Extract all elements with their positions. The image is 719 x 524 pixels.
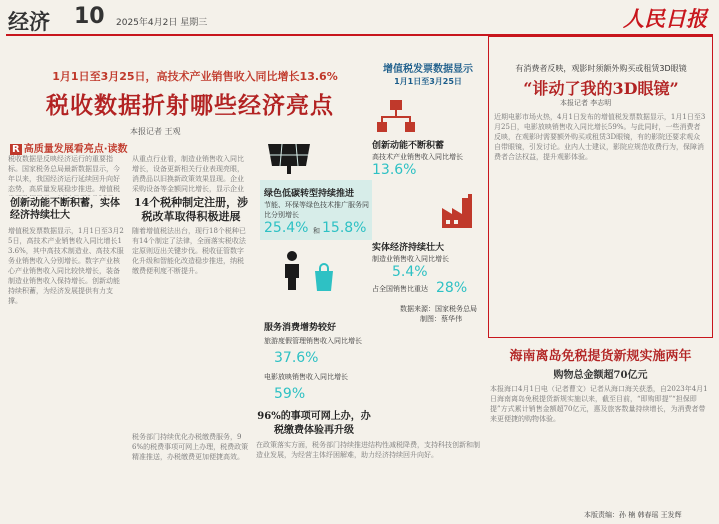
side-byline: 本报记者 李志明: [560, 99, 612, 107]
main-subhead-2: 14个税种制定注册，涉税改革取得积极进展: [133, 196, 249, 223]
info-designer: 制图：蔡华伟: [420, 315, 462, 323]
info-desc-real-economy-2: 占全国销售比重达: [372, 285, 428, 293]
main-col1-text2: 增值税发票数据显示，1月1日至3月25日，高技术产业销售收入同比增长13.6%，其中高技术制造业、高技术服务业销售收入分别增长。数字产业核心产业销售收入同比较快增长，装备制造业销售收入保持增长。创新动能持续积蓄，为经济发展提供有力支撑。: [8, 227, 124, 305]
main-headline: 税收数据折射哪些经济亮点: [46, 92, 334, 119]
main-subhead-1: 创新动能不断积蓄，实体经济持续壮大: [10, 198, 120, 221]
publish-date: 2025年4月2日 星期三: [116, 18, 208, 28]
info-desc-real-economy: 制造业销售收入同比增长: [372, 255, 449, 263]
side-headline: “诽动了我的3D眼镜”: [523, 79, 679, 98]
person-icon: [280, 250, 304, 290]
page-number: 10: [74, 4, 105, 29]
info-label-real-economy: 实体经济持续壮大: [372, 243, 445, 253]
info-source: 数据来源：国家税务总局: [400, 305, 477, 313]
side-story-text: 近期电影市场火热，4月1日发布的增值税发票数据显示，1月1日至3月25日，电影放映销售收入同比增长59%。与此同时，一些消费者反映，在观影时需要额外购买或租赁3D眼镜，有的影院还要求观众自带眼镜，引发讨论。业内人士建议，影院应规范收费行为，保障消费者合法权益，提升观影体验。: [494, 113, 706, 161]
infographic-title: [372, 64, 484, 88]
main-col2-text2: 随着增值税法出台，现行18个税种已有14个制定了法律，全面落实税收法定原则迈出关键步伐。税收征管数字化升级和智能化改造稳步推进，纳税缴费便利度不断提升。: [132, 227, 246, 275]
main-col3-text: 在政策落实方面，税务部门持续推进结构性减税降费，支持科技创新和制造业发展，为经营主体纾困解难，助力经济持续回升向好。: [256, 441, 480, 459]
info-value-innovation: 13.6%: [372, 162, 417, 178]
bottom-story-text: 本报海口4月1日电（记者曹文）记者从海口海关获悉，自2023年4月1日海南离岛免税提货新规实施以来，截至目前，“即购即提”“担保即提”方式累计销售金额超70亿元，惠及旅客数量持续增长，为消费者带来更便捷的购物体验。: [490, 385, 708, 423]
section-name: 经济: [8, 10, 50, 34]
bottom-subhead: 购物总金额超70亿元: [553, 370, 648, 381]
factory-icon: [440, 190, 480, 230]
main-kicker: 1月1日至3月25日，高技术产业销售收入同比增长13.6%: [52, 70, 338, 83]
info-connector-green: 和: [313, 227, 320, 235]
network-icon: [375, 98, 417, 136]
badge-text: 高质量发展看亮点·读数: [23, 144, 128, 155]
info-value-services-2: 59%: [274, 386, 306, 402]
info-desc-green: 节能、环保等绿色技术推广服务同比分别增长: [264, 201, 369, 219]
info-label-innovation: 创新动能不断积蓄: [372, 141, 445, 151]
info-value-real-economy-2: 28%: [436, 280, 468, 296]
column-badge: [10, 140, 128, 155]
main-col1-text: 税收数据是反映经济运行的重要指标。国家税务总局最新数据显示，今年以来，我国经济运行延续回升向好态势，高质量发展稳步推进。增值税: [8, 155, 120, 193]
info-desc-services-2: 电影放映销售收入同比增长: [264, 373, 348, 381]
info-value-services: 37.6%: [274, 350, 319, 366]
infographic-title-text: 增值税发票数据显示: [383, 64, 473, 75]
info-value-green-1: 25.4%: [264, 220, 309, 236]
badge-icon: R: [12, 144, 20, 155]
info-value-real-economy: 5.4%: [392, 264, 428, 280]
newspaper-logo: 人民日报: [623, 6, 707, 31]
info-label-green: 绿色低碳转型持续推进: [264, 189, 355, 199]
shopping-bag-icon: [312, 262, 336, 292]
bottom-headline: 海南离岛免税提货新规实施两年: [509, 349, 692, 364]
info-desc-services: 旅游度假管理销售收入同比增长: [264, 337, 362, 345]
main-col2-text: 从重点行业看，制造业销售收入同比增长，设备更新相关行业表现亮眼，消费品以旧换新政策效果显现。企业采购设备等金额同比增长，显示企业: [132, 155, 244, 193]
info-desc-innovation: 高技术产业销售收入同比增长: [372, 153, 463, 161]
info-value-green-2: 15.8%: [322, 220, 367, 236]
main-byline: 本报记者 王观: [130, 127, 181, 136]
page-editor-credit: 本版责编：孙 楠 韩春瑶 王发辉: [584, 511, 682, 519]
infographic-subtitle: 1月1日至3月25日: [394, 77, 462, 86]
solar-panel-icon: [262, 140, 316, 176]
info-label-services: 服务消费增势较好: [264, 323, 337, 333]
side-kicker: 有消费者反映，观影时须额外购买或租赁3D眼镜: [515, 64, 687, 73]
main-subhead-3: 96%的事项可网上办，办税缴费体验再升级: [257, 411, 371, 436]
main-col2-text3: 税务部门持续优化办税缴费服务，96%的税费事项可网上办理，税费政策精准推送，办税缴费更加便捷高效。: [132, 433, 249, 461]
